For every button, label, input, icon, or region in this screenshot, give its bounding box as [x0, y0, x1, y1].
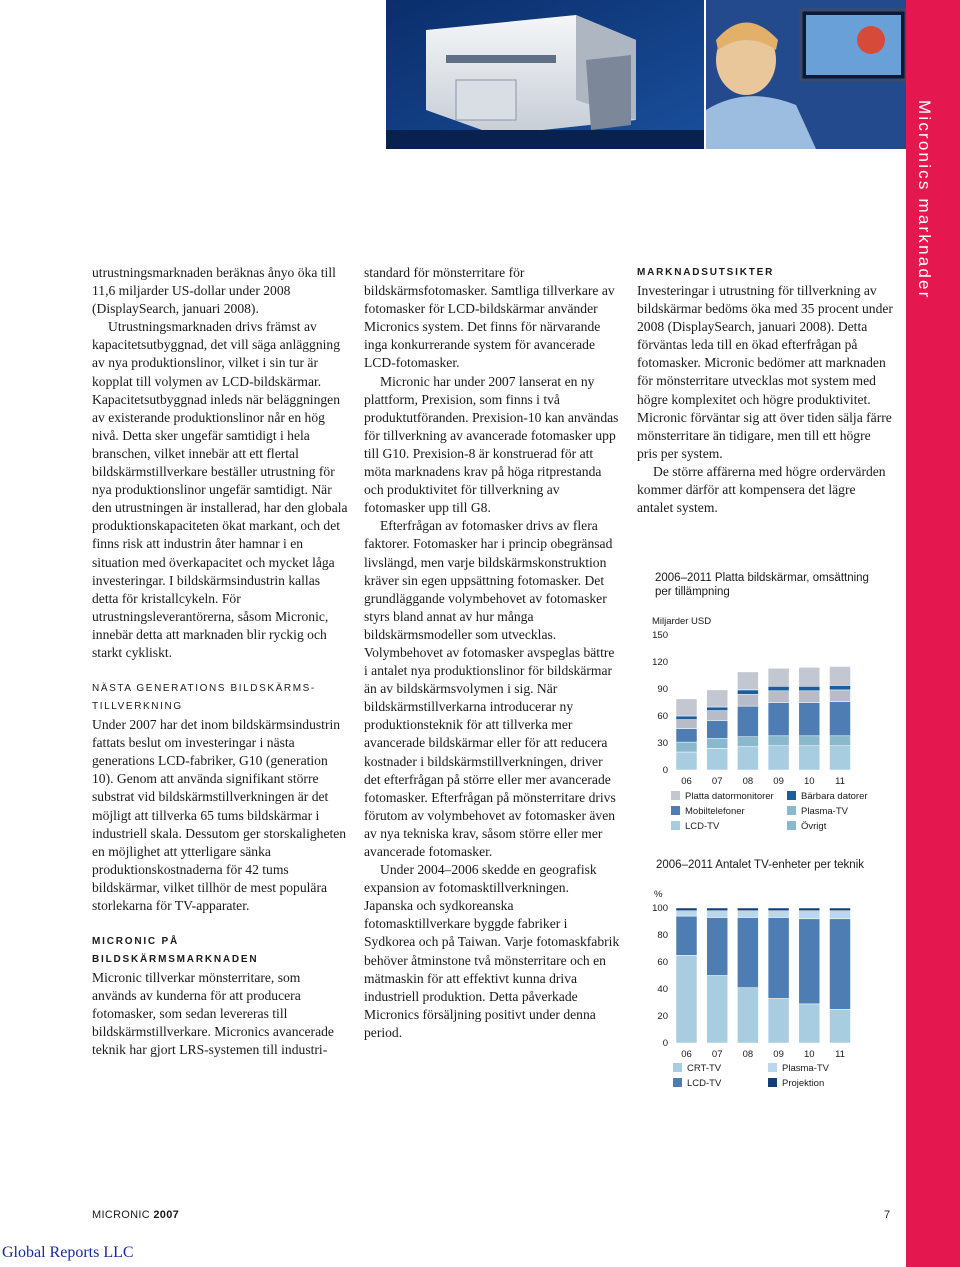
x-tick-label: 08 [742, 1049, 754, 1060]
legend-swatch [671, 806, 680, 815]
legend-swatch [673, 1078, 682, 1087]
legend-swatch [787, 806, 796, 815]
paragraph: Micronic tillverkar mönsterritare, som används av kunderna för att producera fotomasker, som sedan levereras till bildskärmstillverkare. Micronics avancerade teknik har gjort LRS-systemen till industri- [92, 970, 334, 1058]
paragraph: Under 2004–2006 skedde en geografisk expansion av fotomasktillverkningen. Japanska och sydkoreanska fotomasktillverkare byggde fabriker i Sydkorea och på Taiwan. Varje fotomaskfabrik behöver åtminstone två mönsterritare och en mätmaskin för att effektivt kunna driva industriell produktion. Detta påverkade Micronics försäljning positivt under denna period. [364, 862, 620, 1040]
y-tick-label: 100 [652, 903, 668, 914]
bar-segment-övrigt [737, 737, 758, 747]
y-tick-label: 0 [662, 765, 668, 776]
bar-segment-övrigt [707, 739, 728, 749]
y-tick-label: 90 [657, 684, 668, 695]
legend-item [787, 791, 868, 802]
bar-segment-platta-datormonitorer [768, 668, 789, 686]
y-tick-label: 40 [657, 984, 668, 995]
bar-segment-lcd-tv [799, 746, 820, 770]
bar-segment-mobiltelefoner [768, 691, 789, 703]
bar-segment-lcd-tv [768, 746, 789, 770]
y-tick-label: 150 [652, 630, 668, 641]
bar-segment-platta-datormonitorer [707, 690, 728, 707]
x-tick-label: 09 [773, 1049, 784, 1060]
bar-segment-plasma-tv [830, 911, 851, 919]
bar-segment-lcd-tv [707, 917, 728, 975]
legend-swatch [671, 821, 680, 830]
paragraph: De större affärerna med högre ordervärden kommer därför att kompensera det lägre antalet system. [637, 463, 886, 516]
legend-item [673, 1063, 721, 1074]
y-tick-label: 20 [657, 1011, 668, 1022]
x-tick-label: 10 [804, 1049, 815, 1060]
x-tick-label: 11 [835, 776, 845, 787]
y-tick-label: 120 [652, 657, 668, 668]
report-year: 2007 [153, 1209, 180, 1221]
chart-title: 2006–2011 Antalet TV-enheter per teknik [656, 859, 865, 871]
bar-segment-crt-tv [830, 1009, 851, 1043]
bar-segment-lcd-tv [676, 916, 697, 955]
bar-segment-bärbara-datorer [707, 707, 728, 711]
child-tv-photo [706, 0, 906, 149]
bar-segment-projektion [830, 908, 851, 911]
bar-segment-plasma-tv [768, 911, 789, 918]
legend-label: Plasma-TV [801, 806, 848, 817]
page-number: 7 [884, 1209, 891, 1221]
paragraph: utrustningsmarknaden beräknas ånyo öka till 11,6 miljarder US-dollar under 2008 (DisplaySearch, januari 2008). [92, 265, 336, 317]
y-tick-label: 60 [657, 957, 668, 968]
section-heading: NÄSTA GENERATIONS BILDSKÄRMS-TILLVERKNING [92, 683, 316, 713]
bar-segment-mobiltelefoner [676, 720, 697, 729]
text-column-1 [92, 264, 348, 1060]
y-tick-label: 30 [657, 738, 668, 749]
bar-segment-projektion [799, 908, 820, 911]
bar-segment-bärbara-datorer [676, 716, 697, 720]
bar-segment-lcd-tv [799, 919, 820, 1004]
legend-item [671, 821, 719, 832]
legend-item [671, 791, 774, 802]
x-tick-label: 06 [681, 1049, 692, 1060]
bar-segment-crt-tv [768, 998, 789, 1043]
bar-segment-projektion [676, 908, 697, 911]
bar-segment-projektion [737, 908, 758, 911]
bar-segment-plasma-tv [737, 706, 758, 737]
bar-segment-övrigt [799, 736, 820, 746]
legend-swatch [673, 1063, 682, 1072]
x-tick-label: 11 [835, 1049, 845, 1060]
section-heading: MICRONIC PÅ BILDSKÄRMSMARKNADEN [92, 936, 259, 966]
bar-segment-mobiltelefoner [799, 691, 820, 703]
legend-item [673, 1078, 721, 1089]
bar-segment-plasma-tv [707, 721, 728, 739]
x-tick-label: 09 [773, 776, 784, 787]
legend-swatch [768, 1063, 777, 1072]
legend-label: Bärbara datorer [801, 791, 868, 802]
bar-segment-lcd-tv [707, 748, 728, 770]
paragraph: Under 2007 har det inom bildskärmsindustrin fattats beslut om investeringar i nästa generations LCD-fabriker, G10 (generation 10). Genom att använda signifikant större substrat vid bildskärmstillverkningen är det möjligt att tillverka 65 tums bildskärmar i industriell skala. Dessutom ger storskaligheten en möjlighet att ytterligare sänka produktionskostnaderna för 42 tums bildskärmar, vilket tillhör de mest populära storlekarna för TV-apparater. [92, 717, 347, 913]
legend-item [768, 1063, 829, 1074]
legend-label: CRT-TV [687, 1063, 722, 1074]
bar-segment-crt-tv [676, 955, 697, 1043]
bar-segment-bärbara-datorer [799, 686, 820, 691]
bar-segment-lcd-tv [737, 917, 758, 987]
legend-label: Övrigt [801, 821, 827, 832]
bar-segment-mobiltelefoner [737, 694, 758, 706]
bar-segment-plasma-tv [799, 703, 820, 736]
legend-label: Platta datormonitorer [685, 791, 774, 802]
footer-brand [92, 1209, 179, 1221]
paragraph: Micronic har under 2007 lanserat en ny plattform, Prexision, som finns i två produktutföranden. Prexision-10 kan användas för tillverkning av avancerade fotomasker upp till G10. Prexision-8 är konstruerad för att möta marknadens krav på höga ritprestanda och produktivitet för tillverkning av fotomasker upp till G8. [364, 373, 619, 516]
bar-segment-plasma-tv [768, 703, 789, 736]
bar-segment-projektion [707, 908, 728, 911]
bar-segment-platta-datormonitorer [737, 672, 758, 690]
paragraph: Investeringar i utrustning för tillverkning av bildskärmar bedöms öka med 35 procent under 2008 (DisplaySearch, januari 2008). Detta förväntas leda till en ökad efterfrågan på fotomasker. Micronic bedömer att marknaden för mönsterritare utvecklas mot system med högre komplexitet och högre produktivitet. Micronic förväntar sig att över tiden sälja färre mönsterritare än tidigare, men till ett högre pris per system. [637, 283, 893, 461]
chart-title: 2006–2011 Platta bildskärmar, omsättning per tillämpning [655, 572, 869, 598]
legend-label: Projektion [782, 1078, 825, 1089]
legend-swatch [787, 791, 796, 800]
bar-segment-crt-tv [737, 988, 758, 1043]
x-tick-label: 08 [742, 776, 754, 787]
x-tick-label: 10 [804, 776, 815, 787]
paragraph: standard för mönsterritare för bildskärmsfotomasker. Samtliga tillverkare av fotomasker för LCD-bildskärmar använder Micronics system. Det finns för närvarande inga konkurrerande system för avancerade LCD-fotomasker. [364, 265, 615, 371]
bar-segment-plasma-tv [737, 911, 758, 918]
x-tick-label: 07 [711, 776, 723, 787]
legend-swatch [671, 791, 680, 800]
chart-revenue [640, 625, 880, 790]
bar-segment-övrigt [768, 736, 789, 746]
bar-segment-crt-tv [799, 1004, 820, 1043]
legend-item [671, 806, 745, 817]
legend-swatch [787, 821, 796, 830]
bar-segment-lcd-tv [676, 752, 697, 770]
bar-segment-platta-datormonitorer [830, 667, 851, 686]
bar-segment-övrigt [830, 736, 851, 746]
bar-segment-plasma-tv [676, 729, 697, 743]
bar-segment-bärbara-datorer [768, 686, 789, 691]
paragraph: Utrustningsmarknaden drivs främst av kapacitetsutbyggnad, det vill säga anläggning av nya produktionslinor, vilket i sin tur är kopplat till volymen av LCD-bildskärmar. Kapacitetsutbyggnad inleds när beläggningen av existerande produktionslinor når en hög nivå. Detta sker ungefär samtidigt i hela branschen, vilket innebär att ett flertal bildskärmstillverkare beställer utrustning för nya produktionslinor ungefär samtidigt. När den utrustningen är installerad, har den globala produktionskapaciteten ökat markant, och det finns risk att industrin åter hamnar i en situation med överkapacitet och mycket låga investeringar. I bildskärmsindustrin kallas detta för kristallcykeln. För utrustningsleverantörerna, såsom Micronic, innebär detta att marknaden blir ryckig och starkt cykliskt. [92, 319, 348, 660]
text-column-3 [637, 264, 893, 517]
bar-segment-övrigt [676, 742, 697, 752]
legend-swatch [768, 1078, 777, 1087]
legend-label: Mobiltelefoner [685, 806, 745, 817]
bar-segment-lcd-tv [830, 746, 851, 770]
x-tick-label: 06 [681, 776, 692, 787]
bar-segment-bärbara-datorer [830, 685, 851, 690]
legend-item [768, 1078, 824, 1089]
y-tick-label: 80 [657, 930, 668, 941]
section-heading: MARKNADSUTSIKTER [637, 267, 775, 278]
bar-segment-mobiltelefoner [707, 711, 728, 721]
paragraph: Efterfrågan av fotomasker drivs av flera faktorer. Fotomasker har i princip obegränsad livslängd, men varje bildskärmskonstruktion kräver sin egen uppsättning fotomasker. Det grundläggande volymbehovet av fotomasker styrs bland annat av hur många bildskärmsmodeller som utvecklas. Volymbehovet av fotomasker avspeglas bättre i antalet nya produktionslinor för bildskärmar än av bildskärmsvolymen i sig. När bildskärmstillverkarna introducerar ny produktionsteknik för att tillverka mer avancerade bildskärmar eller för att reducera kostnader i bildskärmstillverkningen, driver det efterfrågan på större eller mer avancerade fotomasker. Efterfrågan på mönsterritare drivs förutom av volymbehovet av fotomasker även av nya tekniska krav, såsom större eller mer avancerade fotomasker. [364, 518, 616, 859]
legend-label: Plasma-TV [782, 1063, 829, 1074]
bar-segment-plasma-tv [707, 911, 728, 918]
chart-tv-units [640, 898, 880, 1063]
bar-segment-lcd-tv [737, 747, 758, 770]
x-tick-label: 07 [711, 1049, 723, 1060]
bar-segment-mobiltelefoner [830, 690, 851, 702]
bar-segment-lcd-tv [768, 917, 789, 998]
y-tick-label: 0 [662, 1038, 668, 1049]
bar-segment-projektion [768, 908, 789, 911]
legend-item [787, 806, 848, 817]
bar-segment-lcd-tv [830, 919, 851, 1009]
bar-segment-platta-datormonitorer [799, 667, 820, 686]
bar-segment-platta-datormonitorer [676, 699, 697, 716]
machine-photo [386, 0, 704, 149]
bar-segment-bärbara-datorer [737, 690, 758, 695]
y-tick-label: 60 [657, 711, 668, 722]
bar-segment-crt-tv [707, 976, 728, 1044]
bar-segment-plasma-tv [830, 702, 851, 736]
text-column-2 [364, 264, 620, 1042]
watermark: Global Reports LLC [2, 1244, 134, 1261]
bar-segment-plasma-tv [799, 911, 820, 919]
brand-name: MICRONIC [92, 1209, 151, 1221]
chart-ylabel: % [654, 889, 663, 900]
legend-item [787, 821, 826, 832]
legend-label: LCD-TV [687, 1078, 722, 1089]
bar-segment-plasma-tv [676, 911, 697, 916]
section-title: Micronics marknader [915, 100, 934, 300]
chart-ylabel: Miljarder USD [652, 616, 712, 627]
legend-label: LCD-TV [685, 821, 720, 832]
